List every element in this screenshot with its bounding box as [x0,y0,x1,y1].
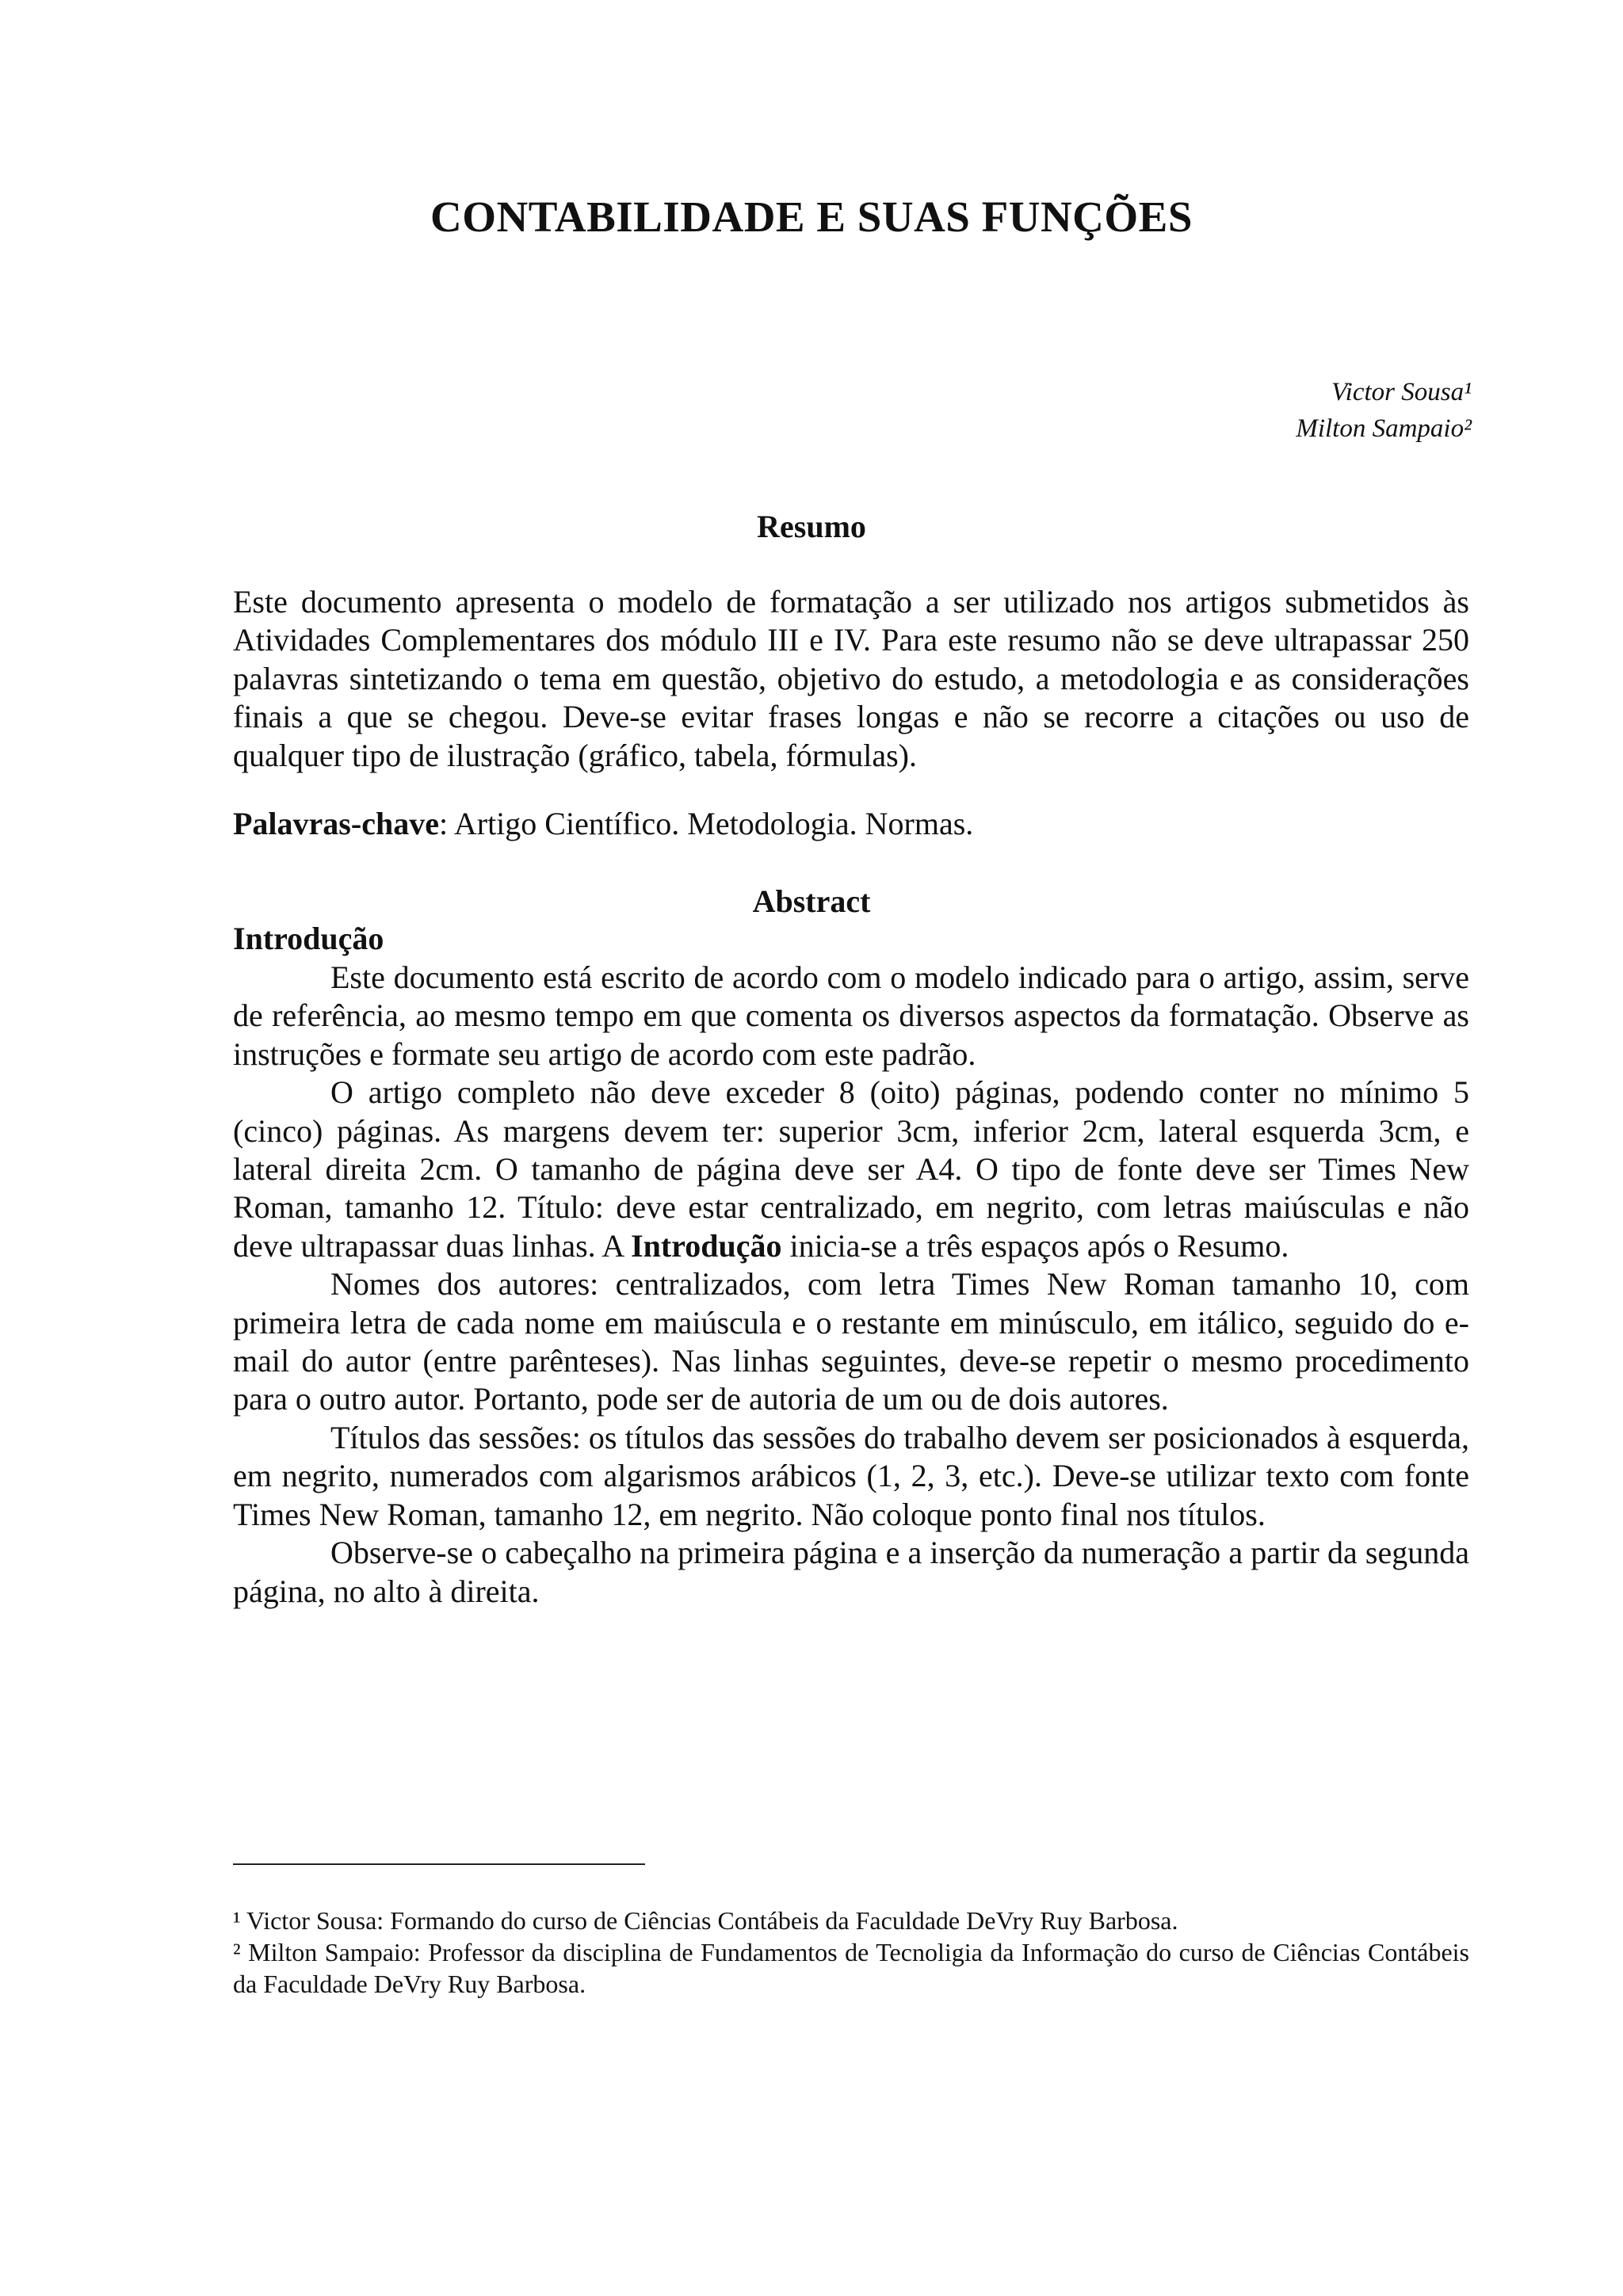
body-paragraph: Nomes dos autores: centralizados, com letra Times New Roman tamanho 10, com primeira letra de cada nome em maiúscula e o restante em minúsculo, em itálico, seguido do e-mail do autor (entre parênteses). Nas linhas seguintes, deve-se repetir o mesmo procedimento para o outro autor. Portanto, pode ser de autoria de um ou de dois autores. [233,1266,1469,1417]
footnote: ² Milton Sampaio: Professor da disciplina de Fundamentos de Tecnoligia da Informação do curso de Ciências Contábeis da Faculdade DeVry Ruy Barbosa. [233,1938,1469,1998]
author-name: Milton Sampaio² [1296,414,1472,443]
keywords-text: : Artigo Científico. Metodologia. Normas. [438,806,974,841]
keywords-line [233,805,1469,843]
introducao-heading: Introdução [233,921,384,956]
body-paragraph: Este documento está escrito de acordo com o modelo indicado para o artigo, assim, serve de referência, ao mesmo tempo em que comenta os diversos aspectos da formatação. Observe as instruções e formate seu artigo de acordo com este padrão. [233,959,1469,1072]
body-paragraph [233,1074,1469,1265]
footnote: ¹ Victor Sousa: Formando do curso de Ciências Contábeis da Faculdade DeVry Ruy Barbosa. [233,1906,1178,1935]
body-text: inicia-se a três espaços após o Resumo. [781,1227,1289,1264]
abstract-heading: Abstract [752,883,871,919]
body-bold-text: Introdução [631,1227,782,1264]
body-paragraph: Observe-se o cabeçalho na primeira página e a inserção da numeração a partir da segunda página, no alto à direita. [233,1535,1469,1609]
body-paragraph: Títulos das sessões: os títulos das sessões do trabalho devem ser posicionados à esquerda, em negrito, numerados com algarismos arábicos (1, 2, 3, etc.). Deve-se utilizar texto com fonte Times New Roman, tamanho 12, em negrito. Não coloque ponto final nos títulos. [233,1419,1469,1532]
author-list [1296,374,1472,447]
resumo-paragraph: Este documento apresenta o modelo de formatação a ser utilizado nos artigos submetidos às Atividades Complementares dos módulo III e IV. Para este resumo não se deve ultrapassar 250 palavras sintetizando o tema em questão, objetivo do estudo, a metodologia e as considerações finais a que se chegou. Deve-se evitar frases longas e não se recorre a citações ou uso de qualquer tipo de ilustração (gráfico, tabela, fórmulas). [233,584,1469,773]
footnotes [233,1905,1469,2000]
document-title: CONTABILIDADE E SUAS FUNÇÕES [430,193,1193,241]
body-text: O artigo completo não deve exceder 8 (oito) páginas, podendo conter no mínimo 5 (cinco) páginas. As margens devem ter: superior 3cm, inferior 2cm, lateral esquerda 3cm, e lateral direita 2cm. O tamanho de página deve ser A4. O tipo de fonte deve ser Times New Roman, tamanho 12. Título: deve estar centralizado, em negrito, com letras maiúsculas e não deve ultrapassar duas linhas. A [233,1074,1469,1264]
keywords-label: Palavras-chave [233,806,439,841]
resumo-heading: Resumo [757,509,866,544]
author-name: Victor Sousa¹ [1331,378,1472,406]
introducao-body [233,959,1469,1611]
footnote-separator [233,1863,645,1865]
